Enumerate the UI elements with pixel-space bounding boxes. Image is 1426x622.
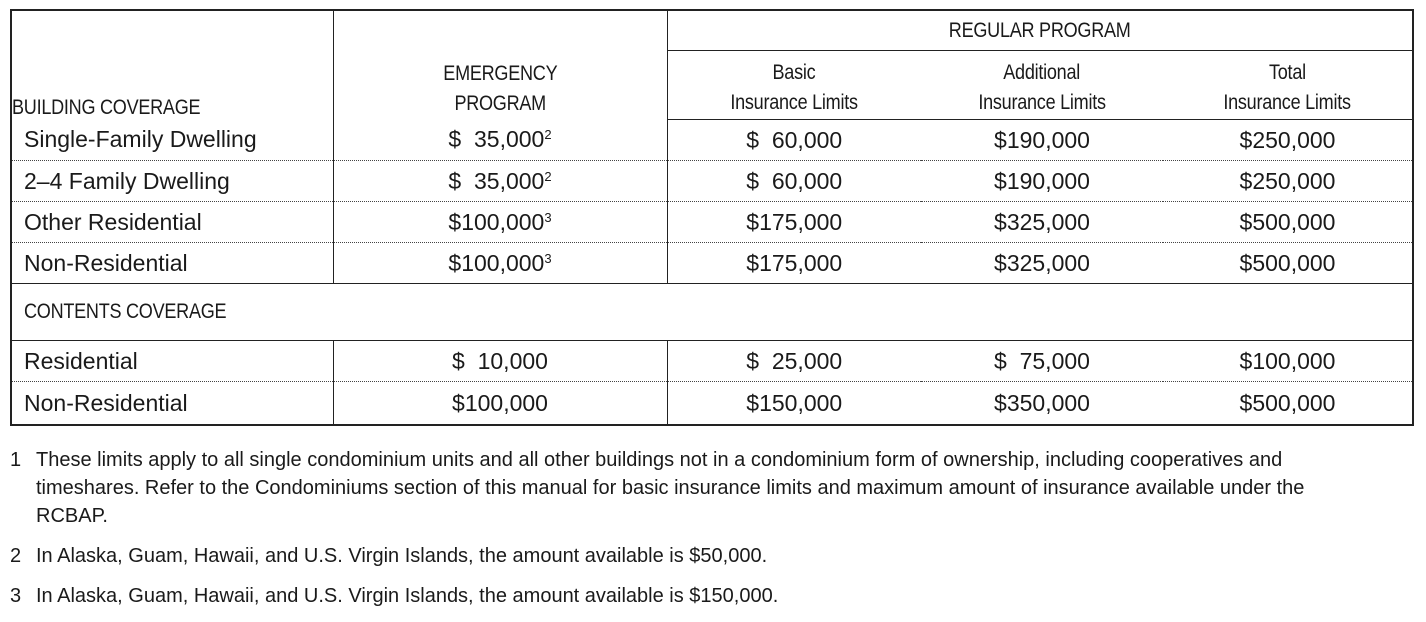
basic-line2: Insurance Limits bbox=[730, 91, 858, 114]
emergency-cell bbox=[333, 243, 667, 284]
footnote-text: These limits apply to all single condominium units and all other buildings not in a condominium form of ownership, including cooperatives and timeshares. Refer to the Condominiums section of this manual for basic insurance limits and maximum amount of insurance available under the RCBAP. bbox=[36, 449, 1305, 527]
building-coverage-header bbox=[11, 10, 333, 120]
footnote-ref: 2 bbox=[544, 168, 552, 184]
total-line2: Insurance Limits bbox=[1223, 91, 1352, 114]
total-cell: $500,000 bbox=[1239, 389, 1336, 416]
row-label: Residential bbox=[11, 341, 333, 382]
footnote-ref: 2 bbox=[544, 127, 552, 143]
additional-line2: Insurance Limits bbox=[978, 91, 1106, 114]
footnote-item bbox=[10, 582, 1410, 610]
footnote-number: 3 bbox=[10, 585, 22, 607]
additional-cell: $325,000 bbox=[921, 243, 1163, 284]
additional-cell: $ 75,000 bbox=[921, 341, 1163, 382]
emergency-line1: EMERGENCY bbox=[442, 61, 558, 85]
footnote-number: 1 bbox=[10, 449, 22, 471]
emergency-cell bbox=[333, 161, 667, 202]
total-cell: $100,000 bbox=[1163, 341, 1413, 382]
total-cell: $500,000 bbox=[1163, 243, 1413, 284]
footnote-item bbox=[10, 446, 1410, 530]
emergency-line2: PROGRAM bbox=[454, 91, 546, 115]
table-row bbox=[11, 120, 1413, 161]
emergency-cell: $ 10,000 bbox=[333, 341, 667, 382]
footnote-text: In Alaska, Guam, Hawaii, and U.S. Virgin Islands, the amount available is $150,000. bbox=[36, 585, 779, 607]
basic-line1: Basic bbox=[772, 61, 816, 84]
regular-program-header bbox=[667, 10, 1413, 51]
emergency-value: $ 35,000 bbox=[448, 126, 545, 153]
row-label: Single-Family Dwelling bbox=[11, 120, 333, 161]
emergency-cell bbox=[333, 120, 667, 161]
total-limits-header bbox=[1163, 51, 1413, 120]
table-row bbox=[11, 161, 1413, 202]
row-label: Non-Residential bbox=[11, 382, 333, 426]
total-line1: Total bbox=[1269, 61, 1306, 84]
emergency-value: $100,000 bbox=[448, 249, 545, 276]
table-row bbox=[11, 341, 1413, 382]
row-label: Non-Residential bbox=[11, 243, 333, 284]
regular-program-label: REGULAR PROGRAM bbox=[948, 18, 1131, 42]
contents-coverage-label: CONTENTS COVERAGE bbox=[24, 300, 227, 323]
row-label: Other Residential bbox=[11, 202, 333, 243]
emergency-program-header bbox=[333, 10, 667, 120]
emergency-value: $ 35,000 bbox=[448, 167, 545, 194]
total-cell: $250,000 bbox=[1163, 161, 1413, 202]
additional-cell: $350,000 bbox=[994, 389, 1090, 416]
additional-limits-header bbox=[921, 51, 1163, 120]
emergency-cell bbox=[333, 202, 667, 243]
insurance-limits-table bbox=[10, 9, 1414, 426]
basic-cell: $175,000 bbox=[667, 202, 921, 243]
emergency-value: $100,000 bbox=[448, 208, 545, 235]
basic-limits-header bbox=[667, 51, 921, 120]
table-row bbox=[11, 202, 1413, 243]
footnote-ref: 3 bbox=[544, 209, 552, 225]
building-coverage-label: BUILDING COVERAGE bbox=[12, 95, 201, 119]
table-row bbox=[11, 382, 1413, 426]
additional-cell: $325,000 bbox=[921, 202, 1163, 243]
footnote-item bbox=[10, 542, 1410, 570]
contents-coverage-row bbox=[11, 284, 1413, 341]
basic-cell: $ 60,000 bbox=[667, 161, 921, 202]
table-row bbox=[11, 243, 1413, 284]
row-label: 2–4 Family Dwelling bbox=[11, 161, 333, 202]
footnote-text: In Alaska, Guam, Hawaii, and U.S. Virgin Islands, the amount available is $50,000. bbox=[36, 545, 768, 567]
additional-line1: Additional bbox=[1003, 61, 1081, 84]
total-cell: $500,000 bbox=[1163, 202, 1413, 243]
basic-cell: $150,000 bbox=[746, 389, 843, 416]
footnote-ref: 3 bbox=[544, 250, 552, 266]
footnotes bbox=[10, 446, 1410, 622]
basic-cell: $175,000 bbox=[667, 243, 921, 284]
contents-coverage-cell bbox=[11, 284, 1413, 341]
total-cell: $250,000 bbox=[1163, 120, 1413, 161]
basic-cell: $ 25,000 bbox=[667, 341, 921, 382]
additional-cell: $190,000 bbox=[921, 120, 1163, 161]
additional-cell: $190,000 bbox=[921, 161, 1163, 202]
basic-cell: $ 60,000 bbox=[667, 120, 921, 161]
footnote-number: 2 bbox=[10, 545, 22, 567]
emergency-cell: $100,000 bbox=[333, 382, 667, 426]
